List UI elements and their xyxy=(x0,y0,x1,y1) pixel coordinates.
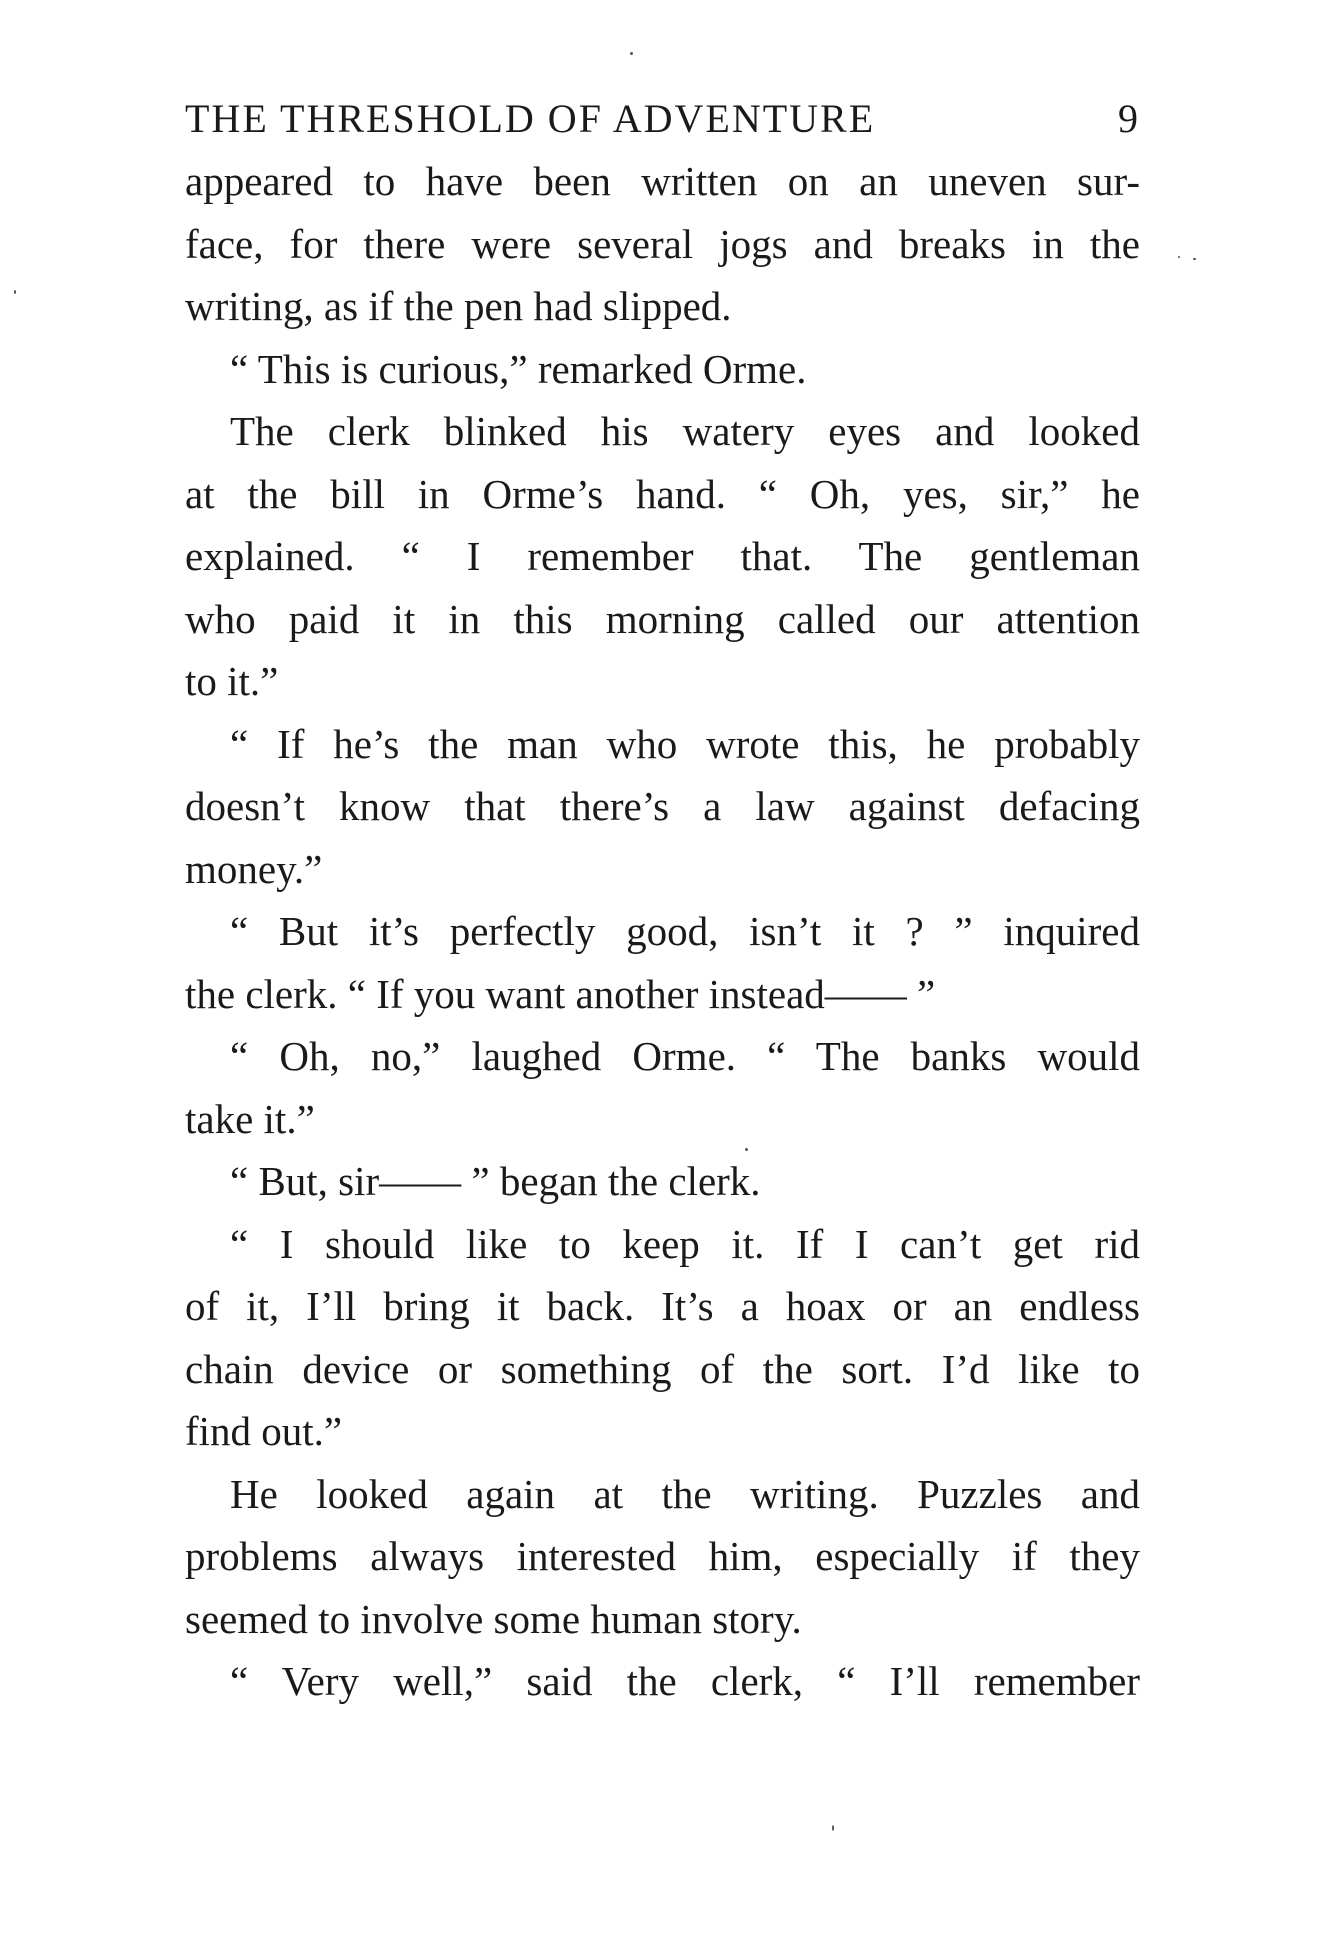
text-line: problems always interested him, especially if they xyxy=(185,1533,1140,1579)
text-line: face, for there were several jogs and breaks in the xyxy=(185,220,1140,267)
text-line: money.” xyxy=(185,845,323,892)
text-line: the clerk. “ If you want another instead—— ” xyxy=(185,970,936,1017)
text-line: He looked again at the writing. Puzzles and xyxy=(230,1470,1140,1517)
paper-speck xyxy=(14,290,16,294)
text-line: doesn’t know that there’s a law against defacing xyxy=(185,783,1140,829)
text-line: who paid it in this morning called our attention xyxy=(185,595,1140,642)
text-line: take it.” xyxy=(185,1095,315,1142)
text-line: “ Oh, no,” laughed Orme. “ The banks would xyxy=(230,1033,1140,1079)
text-line: chain device or something of the sort. I’d like to xyxy=(185,1345,1140,1392)
text-line: “ But it’s perfectly good, isn’t it ? ” inquired xyxy=(230,908,1140,954)
text-line: The clerk blinked his watery eyes and looked xyxy=(230,408,1140,454)
text-line: “ This is curious,” remarked Orme. xyxy=(230,345,807,392)
page-number: 9 xyxy=(1118,96,1140,141)
text-line: writing, as if the pen had slipped. xyxy=(185,283,732,329)
text-line: at the bill in Orme’s hand. “ Oh, yes, sir,” he xyxy=(185,470,1140,517)
text-line: “ If he’s the man who wrote this, he probably xyxy=(230,720,1140,767)
text-line: appeared to have been written on an uneven sur- xyxy=(185,158,1140,204)
text-line: find out.” xyxy=(185,1408,343,1454)
text-line: explained. “ I remember that. The gentleman xyxy=(185,533,1140,579)
text-line: “ But, sir—— ” began the clerk. xyxy=(230,1158,761,1204)
text-line: “ Very well,” said the clerk, “ I’ll remember xyxy=(230,1658,1140,1704)
paper-speck xyxy=(832,1825,834,1831)
paper-speck xyxy=(630,52,633,55)
body-text xyxy=(185,150,1140,1713)
paper-speck xyxy=(745,1148,748,1151)
text-line: to it.” xyxy=(185,658,279,704)
text-line: seemed to involve some human story. xyxy=(185,1595,802,1642)
text-line: “ I should like to keep it. If I can’t get rid xyxy=(230,1220,1140,1267)
paper-speck xyxy=(1178,256,1180,258)
running-title: THE THRESHOLD OF ADVENTURE xyxy=(185,96,876,141)
text-line: of it, I’ll bring it back. It’s a hoax or an endless xyxy=(185,1283,1140,1329)
paper-speck xyxy=(1193,258,1196,260)
running-header xyxy=(185,95,1140,147)
